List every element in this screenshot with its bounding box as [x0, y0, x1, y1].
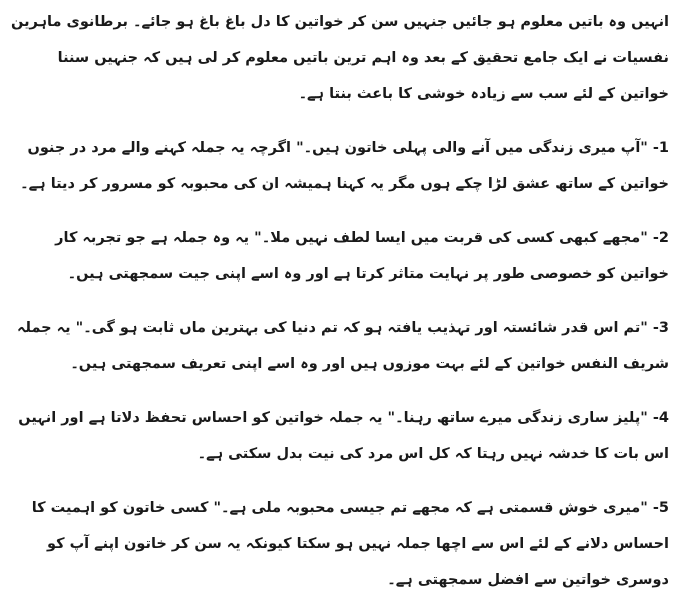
point-2: 2- "مجھے کبھی کسی کی قربت میں ایسا لطف نہیں ملا۔" یہ وہ جملہ ہے جو تجربہ کار خواتین کو خصوصی طور پر نہایت متاثر کرتا ہے اور وہ اسے اپنی جیت سمجھتی ہیں۔ [55, 230, 669, 282]
intro-paragraph: انہیں وہ باتیں معلوم ہو جائیں جنہیں سن کر خواتین کا دل باغ باغ ہو جائے۔ برطانوی ماہرین نفسیات نے ایک جامع تحقیق کے بعد وہ اہم ترین باتیں معلوم کر لی ہیں کہ جنہیں سننا خواتین کے لئے سب سے زیادہ خوشی کا باعث بنتا ہے۔ [11, 14, 669, 102]
point-3: 3- "تم اس قدر شائستہ اور تہذیب یافتہ ہو کہ تم دنیا کی بہترین ماں ثابت ہو گی۔" یہ جملہ شریف النفس خواتین کے لئے بہت موزوں ہیں اور وہ اسے اپنی تعریف سمجھتی ہیں۔ [17, 320, 669, 372]
point-1: 1- "آپ میری زندگی میں آنے والی پہلی خاتون ہیں۔" اگرچہ یہ جملہ کہنے والے مرد در جنوں خواتین کے ساتھ عشق لڑا چکے ہوں مگر یہ کہنا ہمیشہ ان کی محبوبہ کو مسرور کر دیتا ہے۔ [20, 140, 669, 192]
article-body [0, 4, 677, 598]
point-5: 5- "میری خوش قسمتی ہے کہ مجھے تم جیسی محبوبہ ملی ہے۔" کسی خاتون کو اہمیت کا احساس دلانے کے لئے اس سے اچھا جملہ نہیں ہو سکتا کیونکہ یہ سن کر خاتون اپنے آپ کو دوسری خواتین سے افضل سمجھتی ہے۔ [31, 500, 669, 588]
point-4: 4- "پلیز ساری زندگی میرے ساتھ رہنا۔" یہ جملہ خواتین کو احساس تحفظ دلاتا ہے اور انہیں اس بات کا خدشہ نہیں رہتا کہ کل اس مرد کی نیت بدل سکتی ہے۔ [18, 410, 669, 462]
